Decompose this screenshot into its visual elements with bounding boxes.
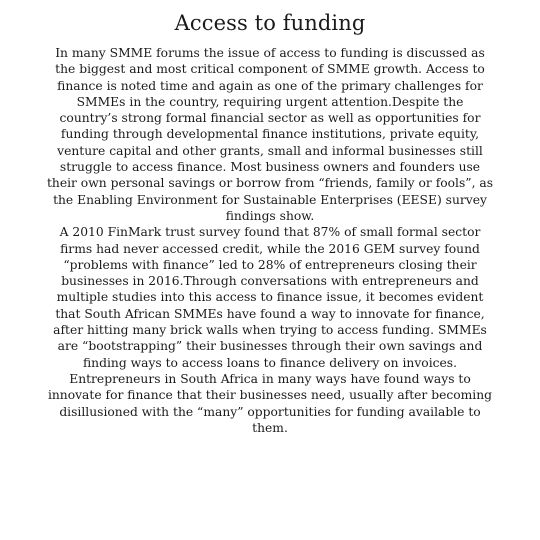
body-paragraph-1: In many SMME forums the issue of access to funding is discussed as the biggest and most critical component of SMME growth. Access to finance is noted time and again as one of the primary challenges for SMMEs in the country, requiring urgent attention.Despite the country’s strong formal financial sector as well as opportunities for funding through developmental finance institutions, private equity, venture capital and other grants, small and informal businesses still struggle to access finance. Most business owners and founders use their own personal savings or borrow from “friends, family or fools”, as the Enabling Environment for Sustainable Enterprises (EESE) survey findings show. xyxy=(46,46,494,223)
page-title: Access to funding xyxy=(174,11,366,35)
body-paragraph-2: A 2010 FinMark trust survey found that 87% of small formal sector firms had never accessed credit, while the 2016 GEM survey found “problems with finance” led to 28% of entrepreneurs closing their businesses in 2016.Through conversations with entrepreneurs and multiple studies into this access to finance issue, it becomes evident that South African SMMEs have found a way to innovate for finance, after hitting many brick walls when trying to access funding. SMMEs are “bootstrapping” their businesses through their own savings and finding ways to access loans to finance delivery on invoices. Entrepreneurs in South Africa in many ways have found ways to innovate for finance that their businesses need, usually after becoming disillusioned with the “many” opportunities for funding available to them. xyxy=(47,225,493,435)
